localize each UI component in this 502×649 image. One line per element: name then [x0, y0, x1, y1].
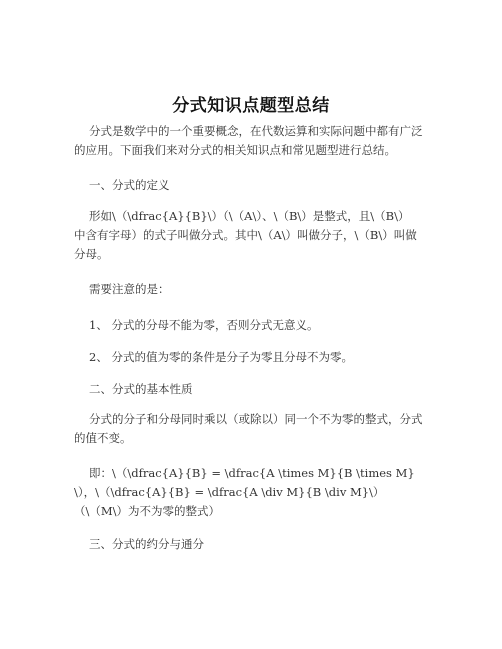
- document-title: 分式知识点题型总结: [172, 96, 330, 116]
- note-item-2: 2、 分式的值为零的条件是分子为零且分母不为零。: [89, 350, 353, 364]
- intro-paragraph: [74, 122, 458, 160]
- formula-line-3: （\（M\）为不为零的整式）: [74, 504, 221, 518]
- property-paragraph: [74, 410, 458, 448]
- formula-line-2: \），\（\dfrac{A}{B} = \dfrac{A \div M}{B \div M}\）: [74, 485, 385, 499]
- section-heading-reduction: 三、分式的约分与通分: [89, 537, 204, 551]
- property-line-2: 的值不变。: [74, 431, 132, 445]
- definition-line-2: 中含有字母）的式子叫做分式。其中\（A\）叫做分子，\（B\）叫做: [74, 228, 417, 242]
- note-heading: 需要注意的是：: [89, 282, 170, 296]
- formula-paragraph: [74, 464, 458, 521]
- definition-paragraph: [74, 207, 458, 264]
- definition-line-1: 形如\（\dfrac{A}{B}\）（\（A\）、\（B\）是整式，且\（B\）: [89, 209, 410, 223]
- section-heading-properties: 二、分式的基本性质: [89, 382, 193, 396]
- intro-line-2: 的应用。下面我们来对分式的相关知识点和常见题型进行总结。: [74, 143, 396, 157]
- property-line-1: 分式的分子和分母同时乘以（或除以）同一个不为零的整式，分式: [89, 412, 423, 426]
- note-item-1: 1、 分式的分母不能为零，否则分式无意义。: [89, 318, 319, 332]
- definition-line-3: 分母。: [74, 247, 109, 261]
- section-heading-definition: 一、分式的定义: [89, 178, 170, 192]
- intro-line-1: 分式是数学中的一个重要概念，在代数运算和实际问题中都有广泛: [89, 124, 423, 138]
- formula-line-1: 即：\（\dfrac{A}{B} = \dfrac{A \times M}{B \times M}: [89, 466, 415, 480]
